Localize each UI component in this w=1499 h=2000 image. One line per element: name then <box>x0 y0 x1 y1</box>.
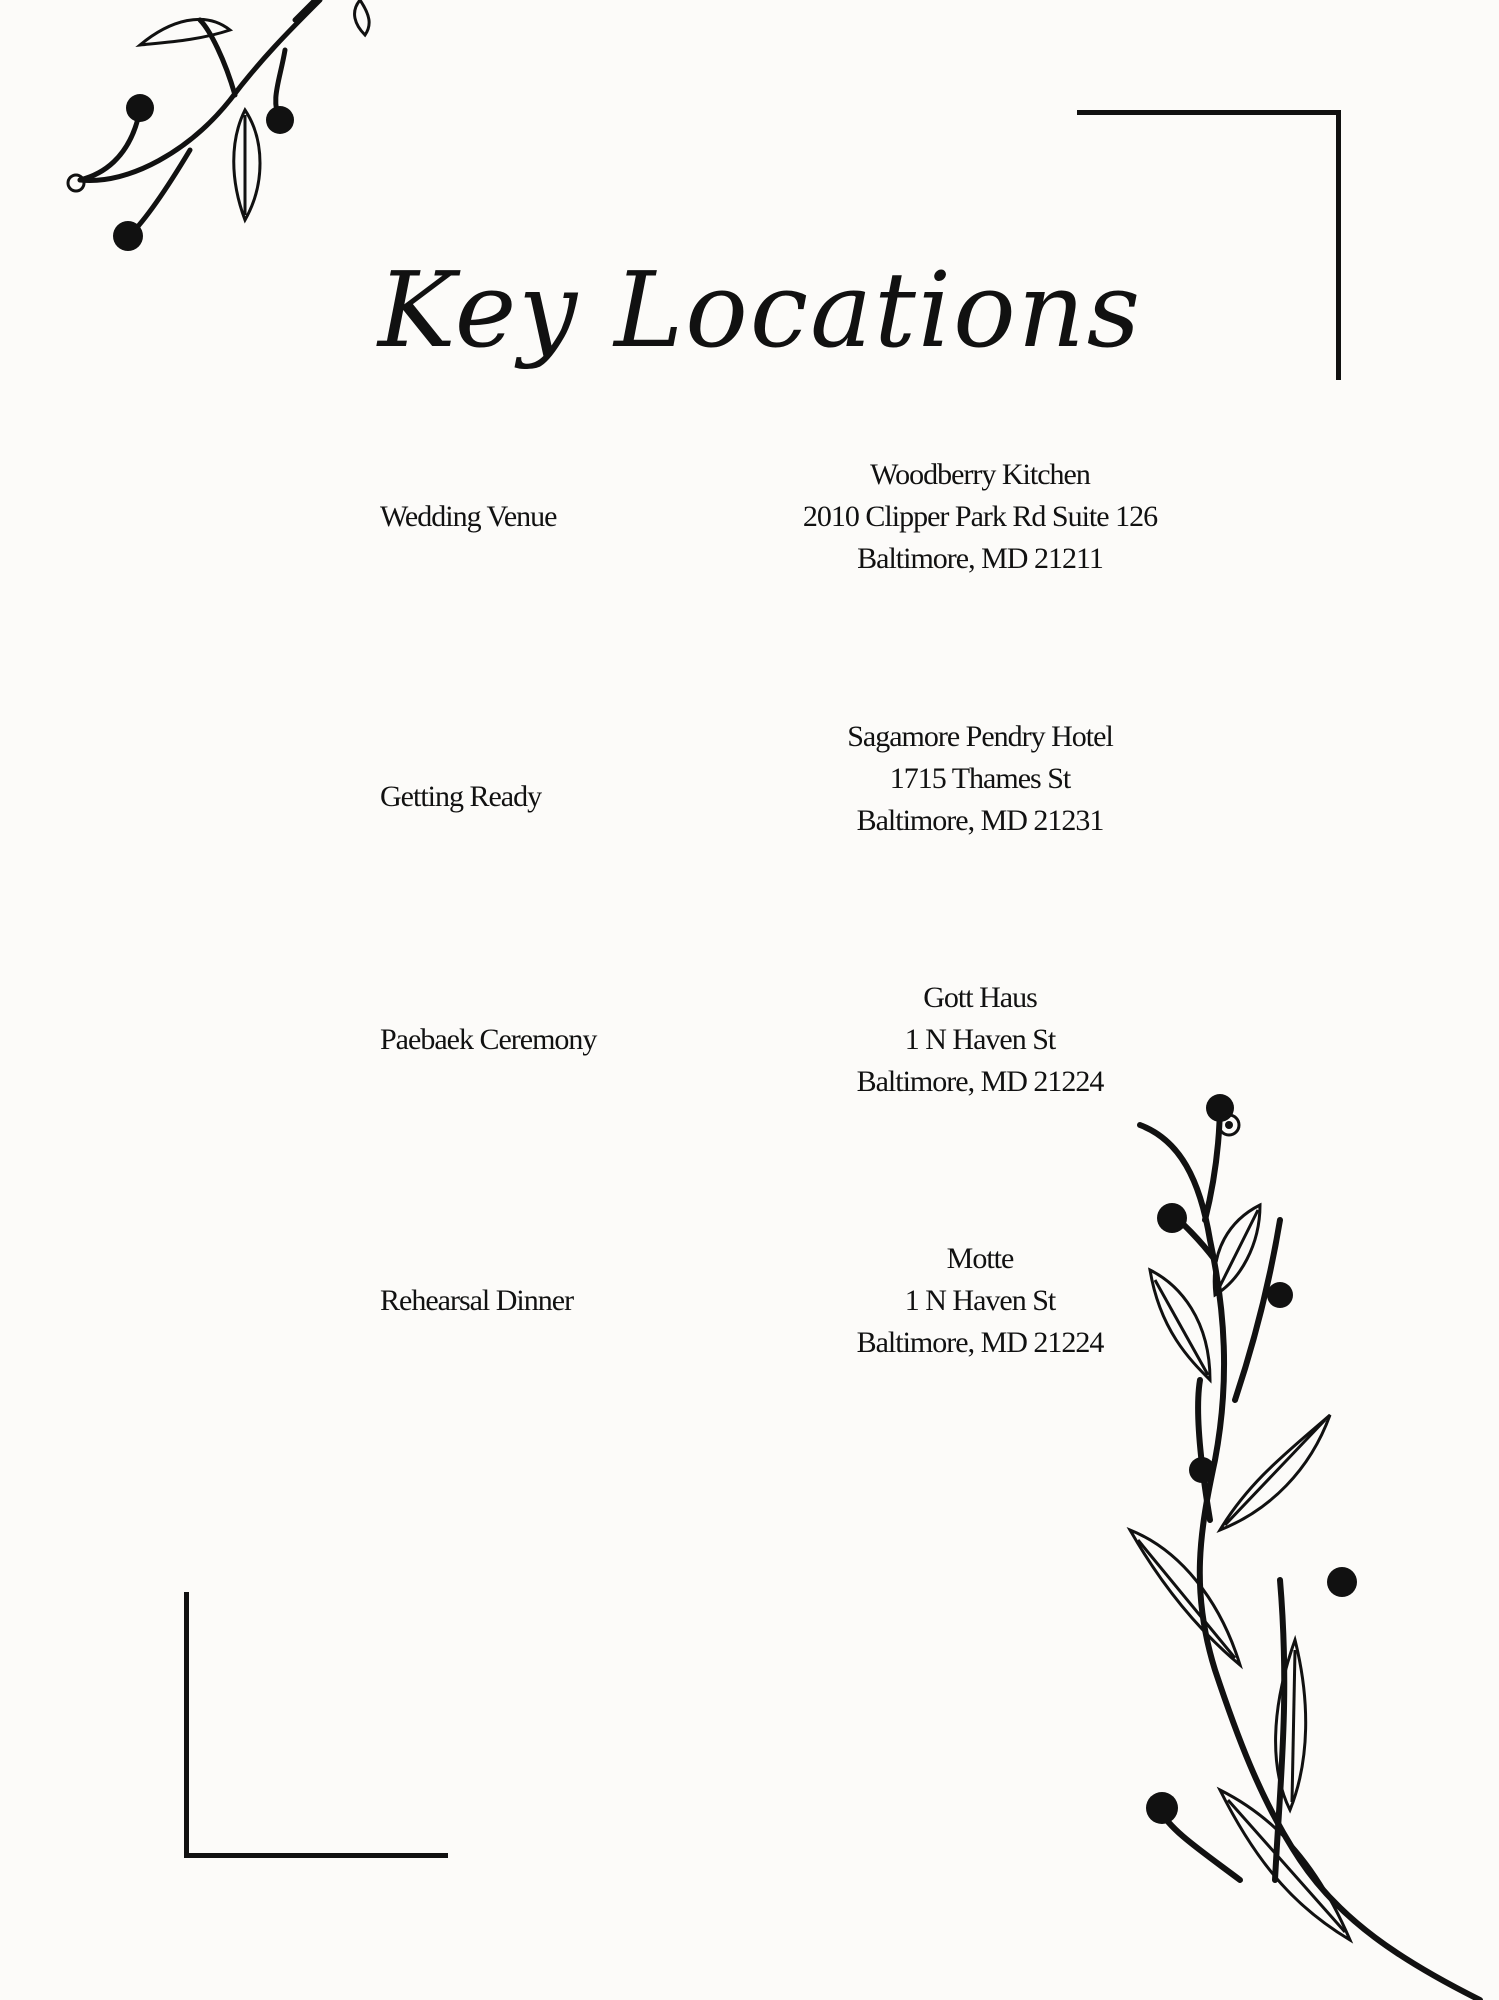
frame-corner-top-right-vertical <box>1336 110 1341 380</box>
location-label: Wedding Venue <box>380 500 557 533</box>
location-name: Woodberry Kitchen <box>870 458 1090 491</box>
location-label: Rehearsal Dinner <box>380 1284 574 1317</box>
location-name: Motte <box>946 1242 1014 1275</box>
location-name: Gott Haus <box>923 981 1037 1014</box>
location-label: Paebaek Ceremony <box>380 1023 597 1056</box>
location-address <box>780 716 1180 842</box>
location-street: 1 N Haven St <box>904 1284 1056 1317</box>
frame-corner-bottom-left <box>184 1853 448 1858</box>
bottom-right-branch-bud-icon <box>1214 1110 1244 1140</box>
location-city: Baltimore, MD 21211 <box>857 542 1103 575</box>
location-city: Baltimore, MD 21224 <box>856 1326 1104 1359</box>
location-street: 1715 Thames St <box>889 762 1071 795</box>
location-city: Baltimore, MD 21224 <box>856 1065 1104 1098</box>
location-street: 2010 Clipper Park Rd Suite 126 <box>802 500 1158 533</box>
page-title: Key Locations <box>377 249 1143 371</box>
location-label: Getting Ready <box>380 780 542 813</box>
location-street: 1 N Haven St <box>904 1023 1056 1056</box>
frame-corner-bottom-left-vertical <box>184 1592 189 1858</box>
location-name: Sagamore Pendry Hotel <box>847 720 1113 753</box>
location-address <box>780 454 1180 580</box>
location-city: Baltimore, MD 21231 <box>856 804 1104 837</box>
frame-corner-top-right <box>1077 110 1341 115</box>
bottom-right-branch-icon <box>1120 1080 1480 2000</box>
